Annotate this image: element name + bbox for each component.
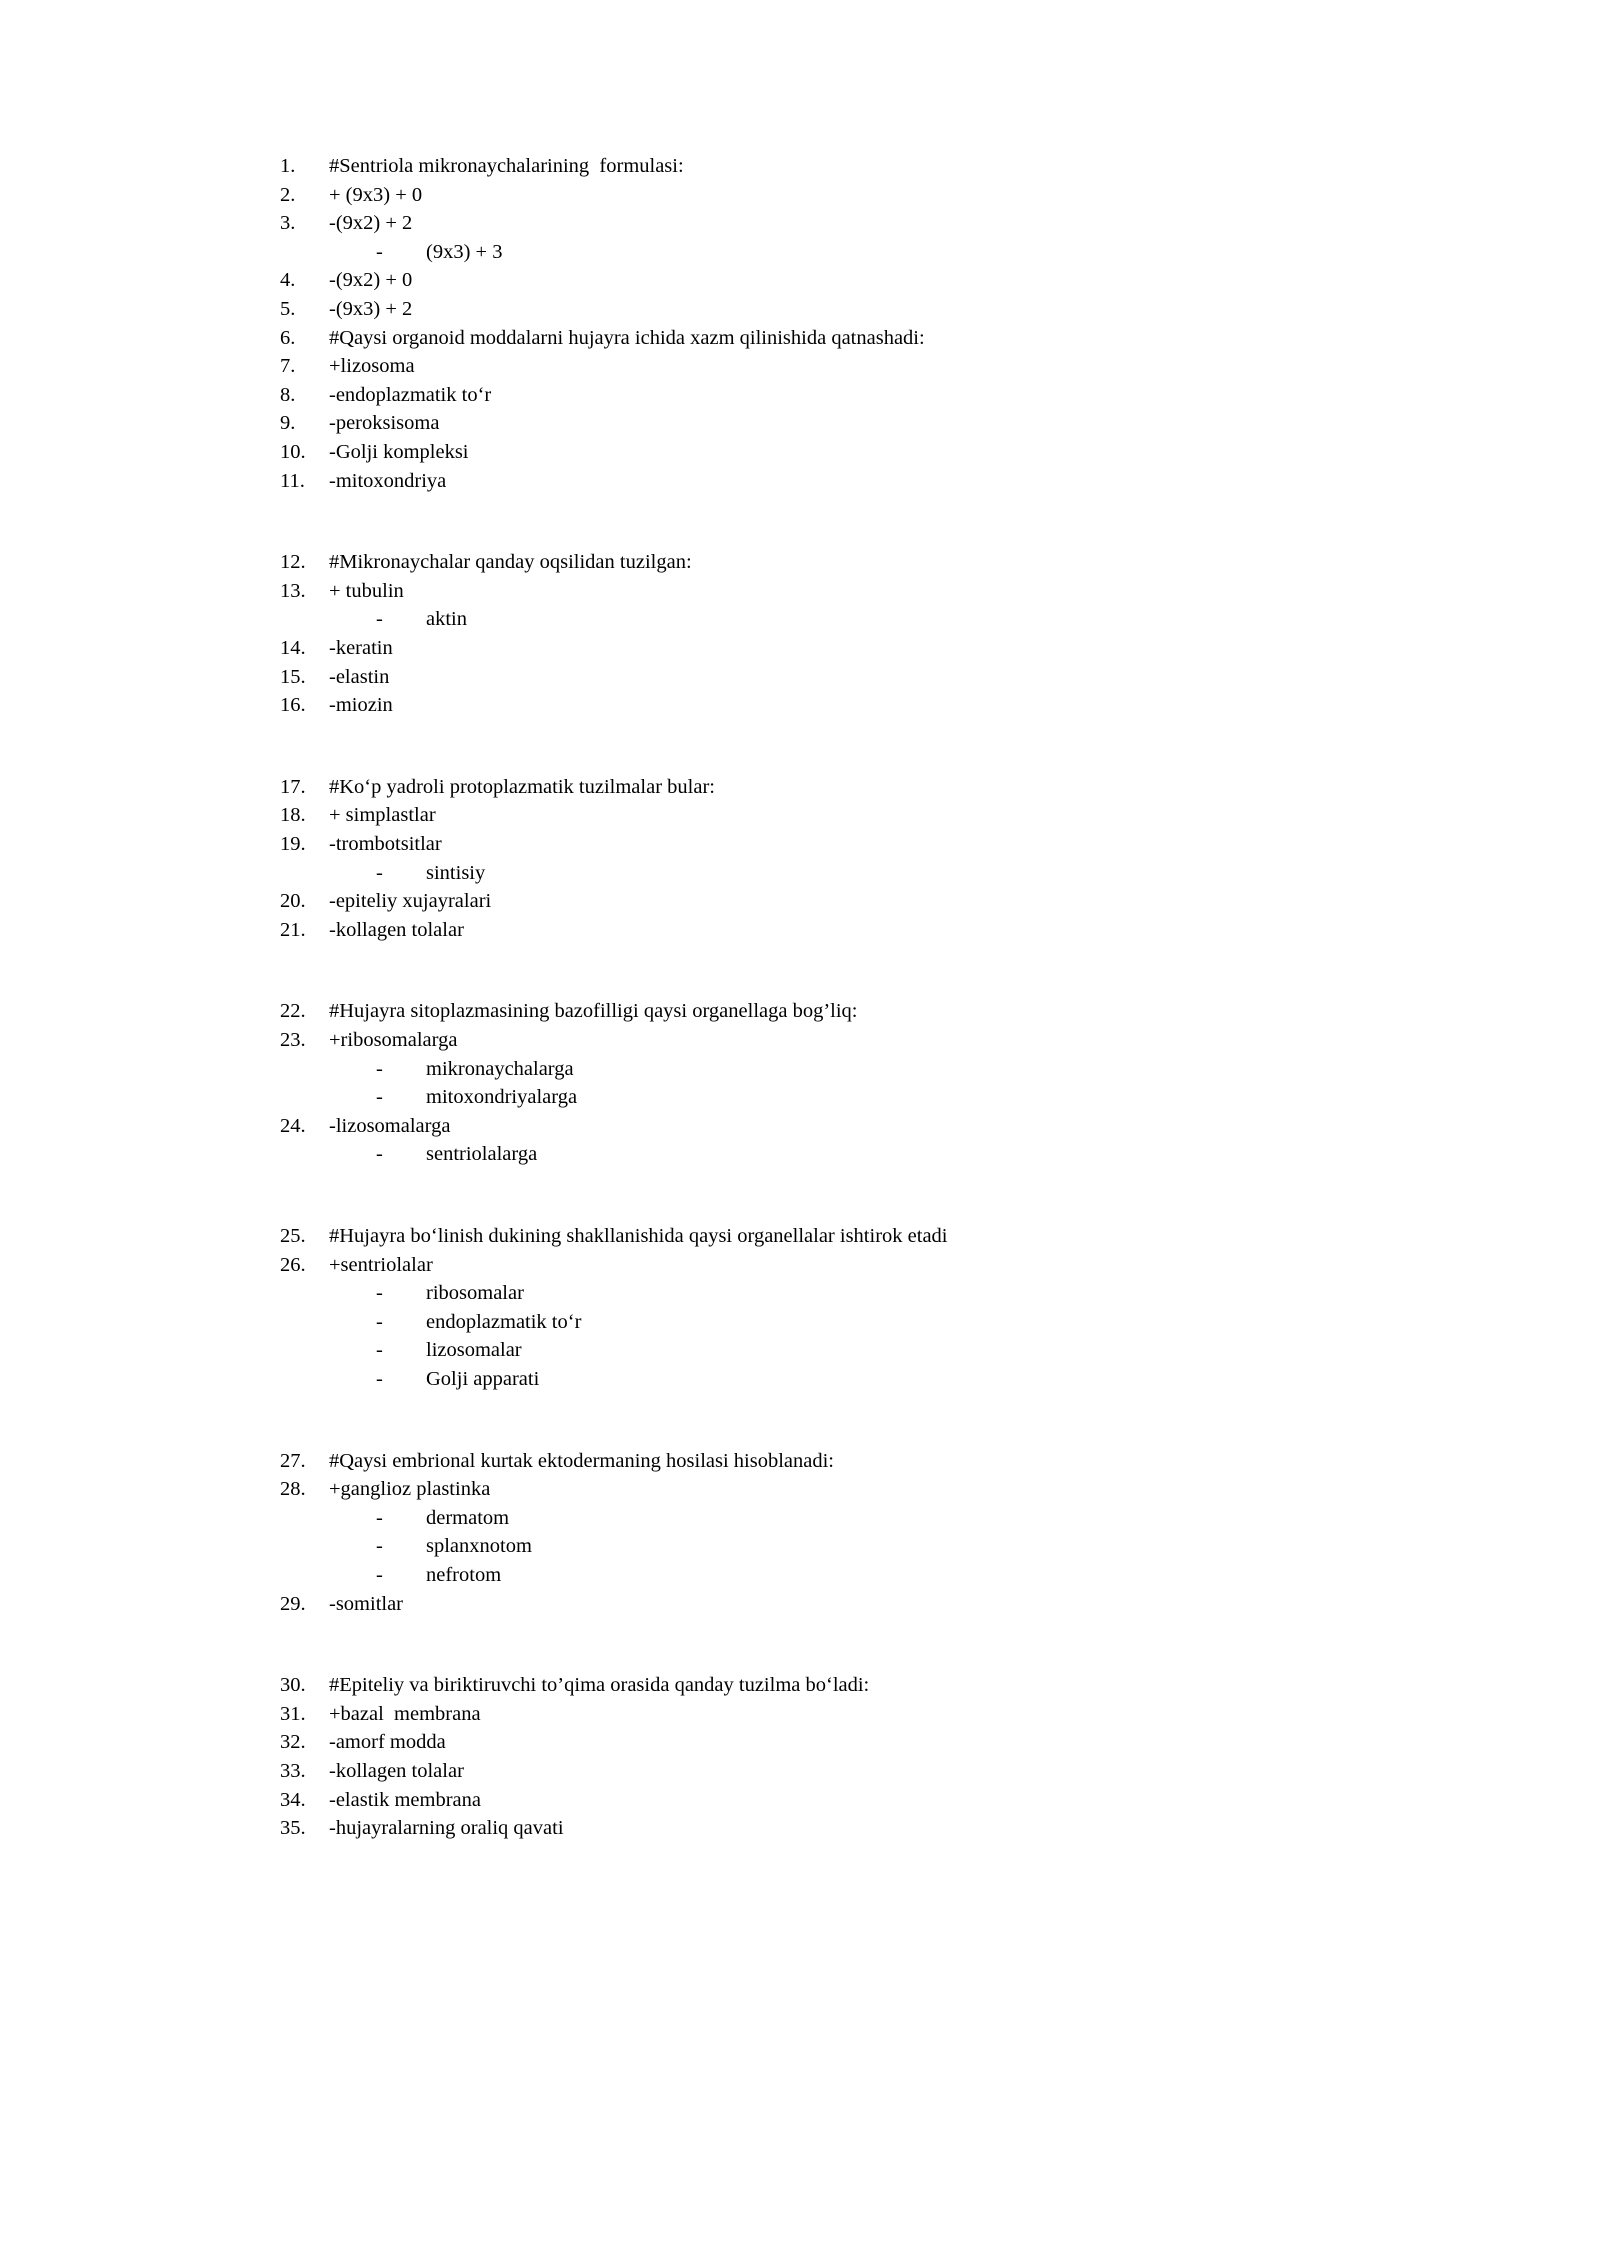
- item-number: 14.: [280, 637, 306, 659]
- item-number: 8.: [280, 384, 296, 406]
- sub-item-text: Golji apparati: [426, 1368, 540, 1390]
- sub-item-marker: -: [376, 1507, 383, 1529]
- sub-item: [0, 1365, 1600, 1393]
- list-item: [0, 295, 1600, 323]
- item-number: 23.: [280, 1029, 306, 1051]
- item-number: 15.: [280, 666, 306, 688]
- list-item: [0, 801, 1600, 829]
- item-text: -endoplazmatik to‘r: [329, 384, 492, 406]
- sub-item-marker: -: [376, 1143, 383, 1165]
- sub-item-marker: -: [376, 1282, 383, 1304]
- item-number: 9.: [280, 412, 296, 434]
- sub-item: [0, 1055, 1600, 1083]
- item-text: #Ko‘p yadroli protoplazmatik tuzilmalar bular:: [329, 776, 715, 798]
- sub-item-text: ribosomalar: [426, 1282, 524, 1304]
- list-item: [0, 409, 1600, 437]
- item-number: 33.: [280, 1760, 306, 1782]
- sub-item-text: sentriolalarga: [426, 1143, 538, 1165]
- item-text: +lizosoma: [329, 355, 415, 377]
- item-number: 20.: [280, 890, 306, 912]
- list-item: [0, 209, 1600, 237]
- item-number: 22.: [280, 1000, 306, 1022]
- item-text: -Golji kompleksi: [329, 441, 469, 463]
- list-item: [0, 1251, 1600, 1279]
- list-item: [0, 438, 1600, 466]
- item-text: -miozin: [329, 694, 393, 716]
- list-item: [0, 1700, 1600, 1728]
- item-text: -peroksisoma: [329, 412, 440, 434]
- list-item: [0, 1475, 1600, 1503]
- sub-item: [0, 1336, 1600, 1364]
- item-number: 30.: [280, 1674, 306, 1696]
- item-text: -amorf modda: [329, 1731, 446, 1753]
- item-text: + (9x3) + 0: [329, 184, 423, 206]
- sub-item-marker: -: [376, 1058, 383, 1080]
- item-number: 34.: [280, 1789, 306, 1811]
- item-text: #Qaysi embrional kurtak ektodermaning hosilasi hisoblanadi:: [329, 1450, 834, 1472]
- item-number: 7.: [280, 355, 296, 377]
- sub-item: [0, 1140, 1600, 1168]
- list-item: [0, 773, 1600, 801]
- list-item: [0, 1671, 1600, 1699]
- item-number: 19.: [280, 833, 306, 855]
- item-number: 18.: [280, 804, 306, 826]
- list-item: [0, 1447, 1600, 1475]
- list-item: [0, 577, 1600, 605]
- list-item: [0, 181, 1600, 209]
- item-text: -elastin: [329, 666, 390, 688]
- item-text: -(9x2) + 2: [329, 212, 413, 234]
- sub-item-text: endoplazmatik to‘r: [426, 1311, 582, 1333]
- item-number: 11.: [280, 470, 305, 492]
- list-item: [0, 1757, 1600, 1785]
- item-text: -(9x3) + 2: [329, 298, 413, 320]
- sub-item-marker: -: [376, 1368, 383, 1390]
- item-number: 27.: [280, 1450, 306, 1472]
- sub-item-marker: -: [376, 1535, 383, 1557]
- item-number: 35.: [280, 1817, 306, 1839]
- item-text: +ganglioz plastinka: [329, 1478, 491, 1500]
- sub-item-text: mikronaychalarga: [426, 1058, 574, 1080]
- item-text: -lizosomalarga: [329, 1115, 451, 1137]
- item-text: -trombotsitlar: [329, 833, 442, 855]
- sub-item: [0, 1083, 1600, 1111]
- list-item: [0, 1728, 1600, 1756]
- item-number: 32.: [280, 1731, 306, 1753]
- item-text: +bazal membrana: [329, 1703, 481, 1725]
- sub-item-marker: -: [376, 862, 383, 884]
- sub-item: [0, 238, 1600, 266]
- item-number: 29.: [280, 1593, 306, 1615]
- list-item: [0, 1112, 1600, 1140]
- list-item: [0, 266, 1600, 294]
- list-item: [0, 1786, 1600, 1814]
- item-text: -keratin: [329, 637, 393, 659]
- item-number: 2.: [280, 184, 296, 206]
- sub-item-text: mitoxondriyalarga: [426, 1086, 578, 1108]
- item-number: 3.: [280, 212, 296, 234]
- list-item: [0, 1590, 1600, 1618]
- list-item: [0, 887, 1600, 915]
- sub-item-text: lizosomalar: [426, 1339, 522, 1361]
- list-item: [0, 548, 1600, 576]
- item-number: 17.: [280, 776, 306, 798]
- list-item: [0, 324, 1600, 352]
- item-number: 21.: [280, 919, 306, 941]
- item-number: 5.: [280, 298, 296, 320]
- list-item: [0, 691, 1600, 719]
- sub-item-marker: -: [376, 1339, 383, 1361]
- item-text: -mitoxondriya: [329, 470, 447, 492]
- item-text: #Hujayra sitoplazmasining bazofilligi qaysi organellaga bog’liq:: [329, 1000, 858, 1022]
- item-text: #Epiteliy va biriktiruvchi to’qima orasida qanday tuzilma bo‘ladi:: [329, 1674, 870, 1696]
- item-text: + tubulin: [329, 580, 404, 602]
- item-text: #Hujayra bo‘linish dukining shakllanishida qaysi organellalar ishtirok etadi: [329, 1225, 948, 1247]
- item-text: +ribosomalarga: [329, 1029, 458, 1051]
- sub-item: [0, 1308, 1600, 1336]
- item-number: 1.: [280, 155, 296, 177]
- sub-item: [0, 859, 1600, 887]
- sub-item-text: aktin: [426, 608, 467, 630]
- sub-item-text: nefrotom: [426, 1564, 502, 1586]
- sub-item-text: dermatom: [426, 1507, 510, 1529]
- sub-item: [0, 1532, 1600, 1560]
- item-text: #Sentriola mikronaychalarining formulasi:: [329, 155, 684, 177]
- list-item: [0, 634, 1600, 662]
- item-text: -kollagen tolalar: [329, 1760, 464, 1782]
- list-item: [0, 830, 1600, 858]
- sub-item-text: (9x3) + 3: [426, 241, 503, 263]
- sub-item: [0, 1279, 1600, 1307]
- item-text: + simplastlar: [329, 804, 436, 826]
- item-text: #Mikronaychalar qanday oqsilidan tuzilgan:: [329, 551, 692, 573]
- sub-item-marker: -: [376, 241, 383, 263]
- item-number: 24.: [280, 1115, 306, 1137]
- sub-item: [0, 1504, 1600, 1532]
- sub-item-marker: -: [376, 1564, 383, 1586]
- list-item: [0, 916, 1600, 944]
- item-number: 6.: [280, 327, 296, 349]
- list-item: [0, 1222, 1600, 1250]
- sub-item-marker: -: [376, 1311, 383, 1333]
- item-text: -somitlar: [329, 1593, 404, 1615]
- item-text: -kollagen tolalar: [329, 919, 464, 941]
- sub-item-marker: -: [376, 608, 383, 630]
- item-number: 13.: [280, 580, 306, 602]
- sub-item-text: splanxnotom: [426, 1535, 532, 1557]
- item-number: 25.: [280, 1225, 306, 1247]
- item-number: 26.: [280, 1254, 306, 1276]
- list-item: [0, 467, 1600, 495]
- item-number: 28.: [280, 1478, 306, 1500]
- sub-item-marker: -: [376, 1086, 383, 1108]
- item-text: -elastik membrana: [329, 1789, 481, 1811]
- list-item: [0, 152, 1600, 180]
- list-item: [0, 1026, 1600, 1054]
- item-text: -epiteliy xujayralari: [329, 890, 492, 912]
- list-item: [0, 1814, 1600, 1842]
- item-number: 10.: [280, 441, 306, 463]
- item-text: -(9x2) + 0: [329, 269, 413, 291]
- item-text: #Qaysi organoid moddalarni hujayra ichida xazm qilinishida qatnashadi:: [329, 327, 925, 349]
- item-number: 12.: [280, 551, 306, 573]
- list-item: [0, 352, 1600, 380]
- list-item: [0, 663, 1600, 691]
- item-text: -hujayralarning oraliq qavati: [329, 1817, 564, 1839]
- sub-item-text: sintisiy: [426, 862, 486, 884]
- item-number: 4.: [280, 269, 296, 291]
- item-text: +sentriolalar: [329, 1254, 433, 1276]
- item-number: 16.: [280, 694, 306, 716]
- sub-item: [0, 1561, 1600, 1589]
- sub-item: [0, 605, 1600, 633]
- item-number: 31.: [280, 1703, 306, 1725]
- list-item: [0, 381, 1600, 409]
- list-item: [0, 997, 1600, 1025]
